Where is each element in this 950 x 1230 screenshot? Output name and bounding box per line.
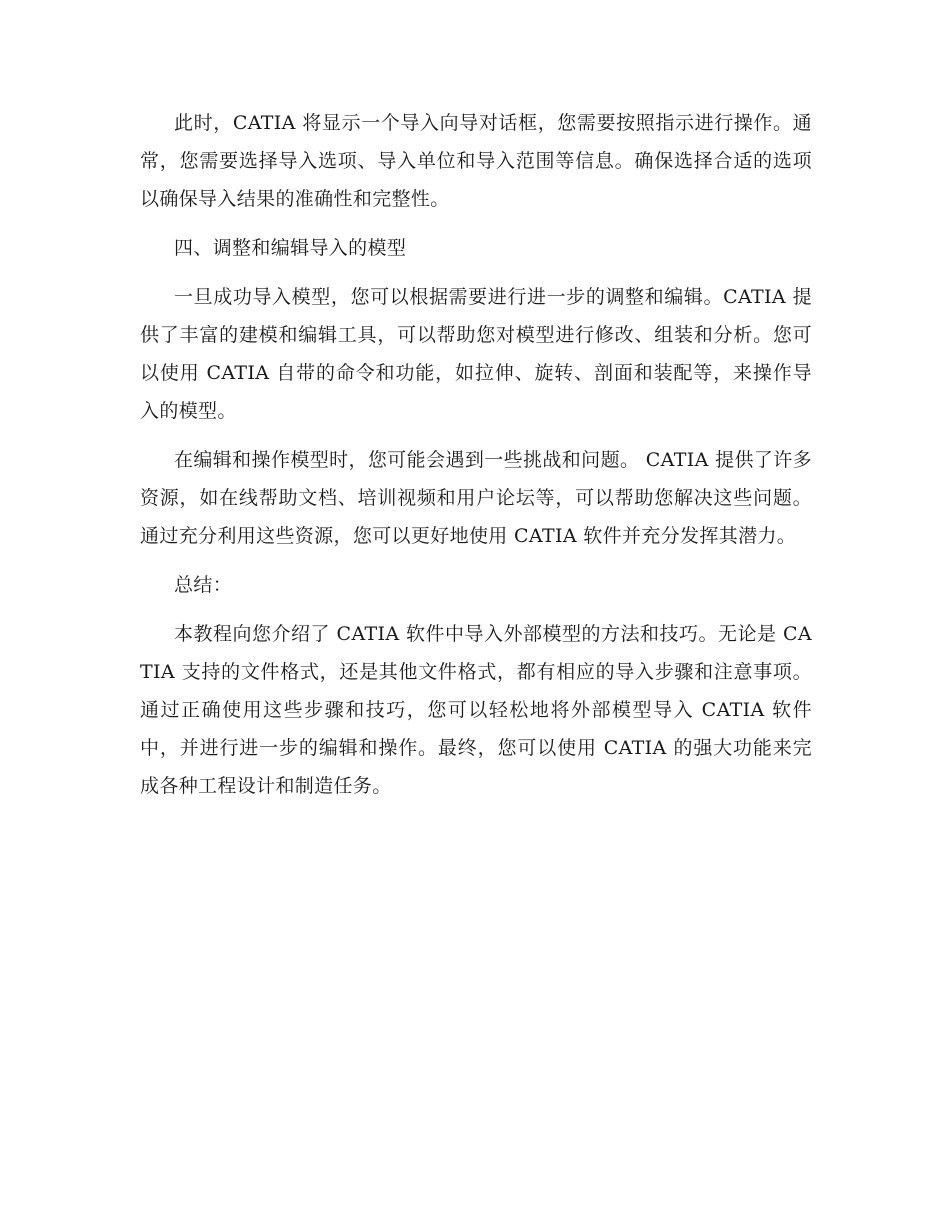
document-body [140,104,812,816]
paragraph-editing-tools: 一旦成功导入模型，您可以根据需要进行进一步的调整和编辑。CATIA 提供了丰富的建模和编辑工具，可以帮助您对模型进行修改、组装和分析。您可以使用 CATIA 自带的命令和功能，如拉伸、旋转、剖面和装配等，来操作导入的模型。 [140,286,812,422]
paragraph-import-wizard: 此时，CATIA 将显示一个导入向导对话框，您需要按照指示进行操作。通常，您需要选择导入选项、导入单位和导入范围等信息。确保选择合适的选项以确保导入结果的准确性和完整性。 [140,112,812,210]
summary-heading: 总结： [174,574,233,596]
paragraph-summary: 本教程向您介绍了 CATIA 软件中导入外部模型的方法和技巧。无论是 CATIA 支持的文件格式，还是其他文件格式，都有相应的导入步骤和注意事项。通过正确使用这些步骤和技巧，您可以轻松地将外部模型导入 CATIA 软件中，并进行进一步的编辑和操作。最终，您可以使用 CATIA 的强大功能来完成各种工程设计和制造任务。 [140,623,812,797]
section-heading-adjust-edit: 四、调整和编辑导入的模型 [174,237,407,259]
paragraph-challenges-resources: 在编辑和操作模型时，您可能会遇到一些挑战和问题。 CATIA 提供了许多资源，如在线帮助文档、培训视频和用户论坛等，可以帮助您解决这些问题。通过充分利用这些资源，您可以更好地使用 CATIA 软件并充分发挥其潜力。 [140,449,812,547]
